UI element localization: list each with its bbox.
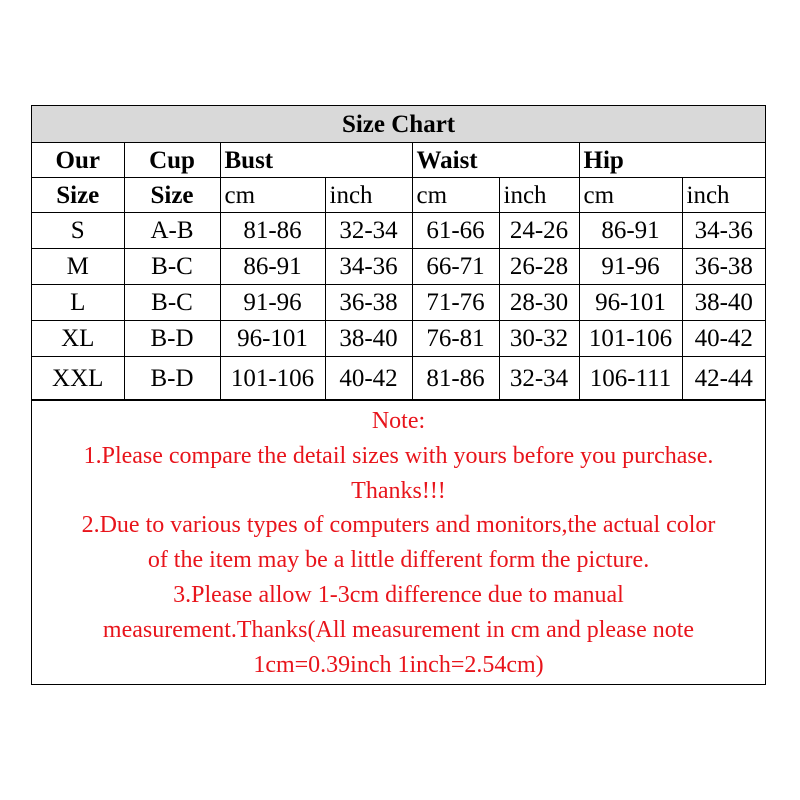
cup-size-header-line2: Size <box>124 178 220 213</box>
unit-header: inch <box>325 178 412 213</box>
table-cell: 81-86 <box>220 213 325 249</box>
unit-header: cm <box>412 178 499 213</box>
waist-header: Waist <box>412 143 579 178</box>
table-cell: 38-40 <box>325 321 412 357</box>
table-row <box>32 357 765 400</box>
table-cell: 34-36 <box>325 249 412 285</box>
unit-header: inch <box>499 178 579 213</box>
table-cell: A-B <box>124 213 220 249</box>
table-cell: 91-96 <box>220 285 325 321</box>
hip-header: Hip <box>579 143 765 178</box>
table-cell: B-C <box>124 249 220 285</box>
note-line: 2.Due to various types of computers and monitors,the actual color <box>81 512 716 539</box>
table-cell: 36-38 <box>325 285 412 321</box>
chart-title: Size Chart <box>32 106 765 143</box>
table-cell: 32-34 <box>325 213 412 249</box>
table-cell: 71-76 <box>412 285 499 321</box>
table-cell: 86-91 <box>220 249 325 285</box>
unit-header: cm <box>579 178 682 213</box>
note-heading: Note: <box>371 408 426 434</box>
table-cell: B-D <box>124 357 220 400</box>
table-cell: 38-40 <box>682 285 765 321</box>
table-cell: 106-111 <box>579 357 682 400</box>
table-cell: B-D <box>124 321 220 357</box>
our-size-header-line2: Size <box>32 178 124 213</box>
table-cell: 81-86 <box>412 357 499 400</box>
table-cell: 34-36 <box>682 213 765 249</box>
table-cell: 30-32 <box>499 321 579 357</box>
our-size-header-line1: Our <box>32 143 124 178</box>
table-cell: 96-101 <box>579 285 682 321</box>
note-line: 1cm=0.39inch 1inch=2.54cm) <box>253 651 544 678</box>
table-cell: 101-106 <box>220 357 325 400</box>
size-chart <box>31 105 766 685</box>
table-cell: 36-38 <box>682 249 765 285</box>
table-row <box>32 285 765 321</box>
table-cell: M <box>32 249 124 285</box>
size-table <box>32 106 765 400</box>
table-cell: 42-44 <box>682 357 765 400</box>
table-cell: L <box>32 285 124 321</box>
table-cell: XXL <box>32 357 124 400</box>
table-cell: 86-91 <box>579 213 682 249</box>
table-cell: 40-42 <box>325 357 412 400</box>
table-cell: 91-96 <box>579 249 682 285</box>
table-row <box>32 321 765 357</box>
table-cell: 40-42 <box>682 321 765 357</box>
note-line: Thanks!!! <box>351 477 446 504</box>
table-row <box>32 213 765 249</box>
table-cell: 101-106 <box>579 321 682 357</box>
bust-header: Bust <box>220 143 412 178</box>
table-cell: B-C <box>124 285 220 321</box>
unit-header: cm <box>220 178 325 213</box>
table-row <box>32 249 765 285</box>
cup-size-header-line1: Cup <box>124 143 220 178</box>
note-line: of the item may be a little different form the picture. <box>147 547 650 574</box>
table-cell: 61-66 <box>412 213 499 249</box>
table-cell: XL <box>32 321 124 357</box>
note-line: 3.Please allow 1-3cm difference due to manual <box>173 581 624 608</box>
table-cell: 26-28 <box>499 249 579 285</box>
note-line: measurement.Thanks(All measurement in cm and please note <box>102 616 695 643</box>
table-cell: 66-71 <box>412 249 499 285</box>
table-cell: 96-101 <box>220 321 325 357</box>
unit-header: inch <box>682 178 765 213</box>
table-cell: 76-81 <box>412 321 499 357</box>
note-section <box>32 400 765 682</box>
note-line: 1.Please compare the detail sizes with yours before you purchase. <box>83 442 714 469</box>
table-cell: 24-26 <box>499 213 579 249</box>
table-cell: 28-30 <box>499 285 579 321</box>
table-cell: 32-34 <box>499 357 579 400</box>
table-cell: S <box>32 213 124 249</box>
